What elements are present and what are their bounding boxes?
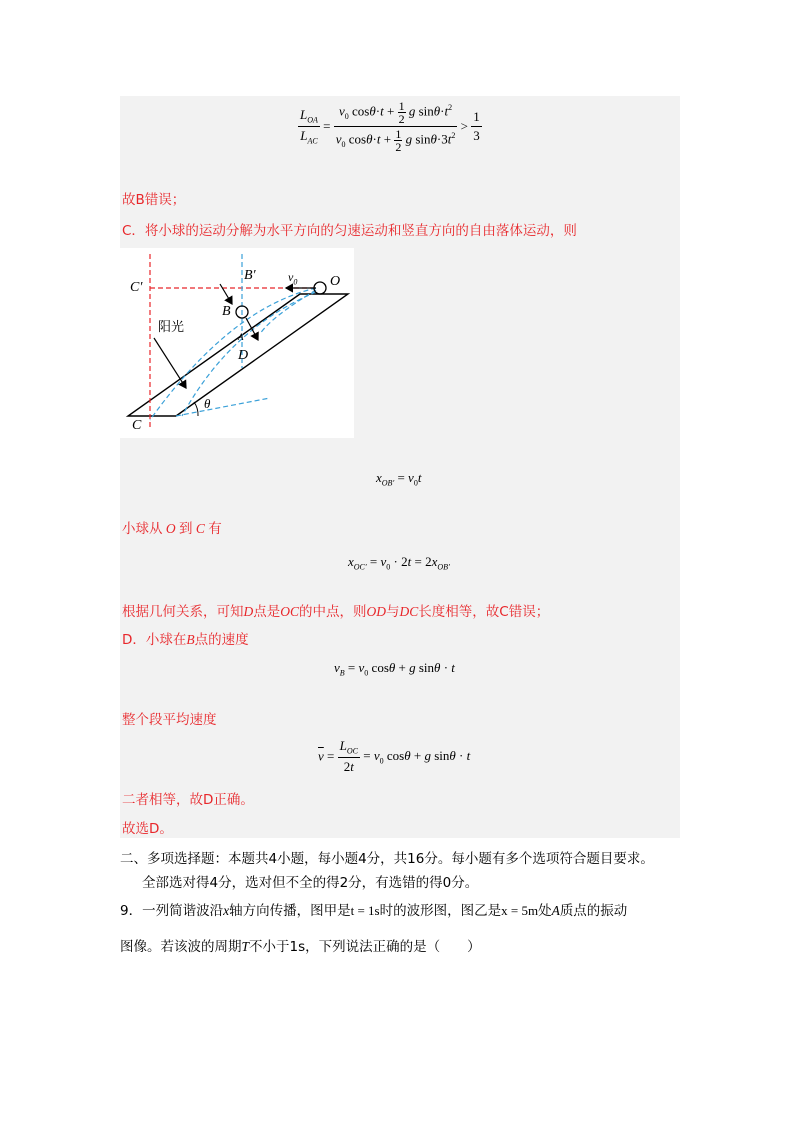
label-sunlight: 阳光 bbox=[158, 320, 185, 335]
label-o: O bbox=[330, 274, 341, 289]
line-choose: 故选D。 bbox=[122, 821, 173, 837]
label-c-prime: C′ bbox=[130, 280, 143, 295]
q9-line1: 9．一列简谐波沿x轴方向传播，图甲是t = 1s时的波形图，图乙是x = 5m处A质点的振动 bbox=[120, 903, 628, 919]
physics-diagram bbox=[120, 248, 354, 438]
line-avg-speed: 整个段平均速度 bbox=[122, 712, 217, 728]
q9-line2: 图像。若该波的周期T不小于1s，下列说法正确的是（ ） bbox=[120, 939, 481, 955]
label-b: B bbox=[222, 304, 231, 319]
line-equal: 二者相等，故D正确。 bbox=[122, 792, 254, 808]
label-c: C bbox=[132, 418, 142, 433]
formula-x-ob: $x_{OB'} = v_0t$ bbox=[376, 470, 422, 488]
section2-line2: 全部选对得4分，选对但不全的得2分，有选错的得0分。 bbox=[142, 875, 479, 891]
label-theta: θ bbox=[204, 396, 211, 411]
line-ball-o-to-c: 小球从 O 到 C 有 bbox=[122, 521, 222, 537]
line-b-wrong: 故B错误； bbox=[122, 192, 186, 208]
incline-diagram-svg bbox=[120, 248, 354, 438]
label-a: A bbox=[238, 332, 244, 342]
line-d-intro: D．小球在B点的速度 bbox=[122, 632, 249, 648]
label-v0: $v_0$ bbox=[288, 270, 298, 287]
formula-vb: $v_B = v_0$ cosθ + g sinθ · t bbox=[334, 660, 455, 678]
line-geometry: 根据几何关系，可知D点是OC的中点，则OD与DC长度相等，故C错误； bbox=[122, 604, 550, 620]
line-c-intro: C．将小球的运动分解为水平方向的匀速运动和竖直方向的自由落体运动，则 bbox=[122, 223, 577, 239]
label-b-prime: B′ bbox=[244, 268, 256, 283]
label-d: D bbox=[238, 348, 249, 363]
formula-x-oc: $x_{OC'} = v_0 \cdot 2t = 2x_{OB'}$ bbox=[348, 554, 450, 572]
formula-avg-v: $\overline{v}$ = $\frac{L_{OC}}{2t}$ = $v_0$ cosθ + g sinθ · t bbox=[318, 738, 471, 774]
section2-line1: 二、多项选择题：本题共4小题，每小题4分，共16分。每小题有多个选项符合题目要求。 bbox=[120, 851, 654, 867]
formula-ratio: $\frac{L_{OA}}{L_{AC}}$ = $v_0$ cosθ·t + $\frac{1}{2}$ g $\sin\theta\cdot t^2$ $v_0$ cosθ·t + $\frac{1}{2}$ g $\sin\theta\cdot 3t^2$ > $\frac{1}{3}$ bbox=[300, 99, 480, 154]
